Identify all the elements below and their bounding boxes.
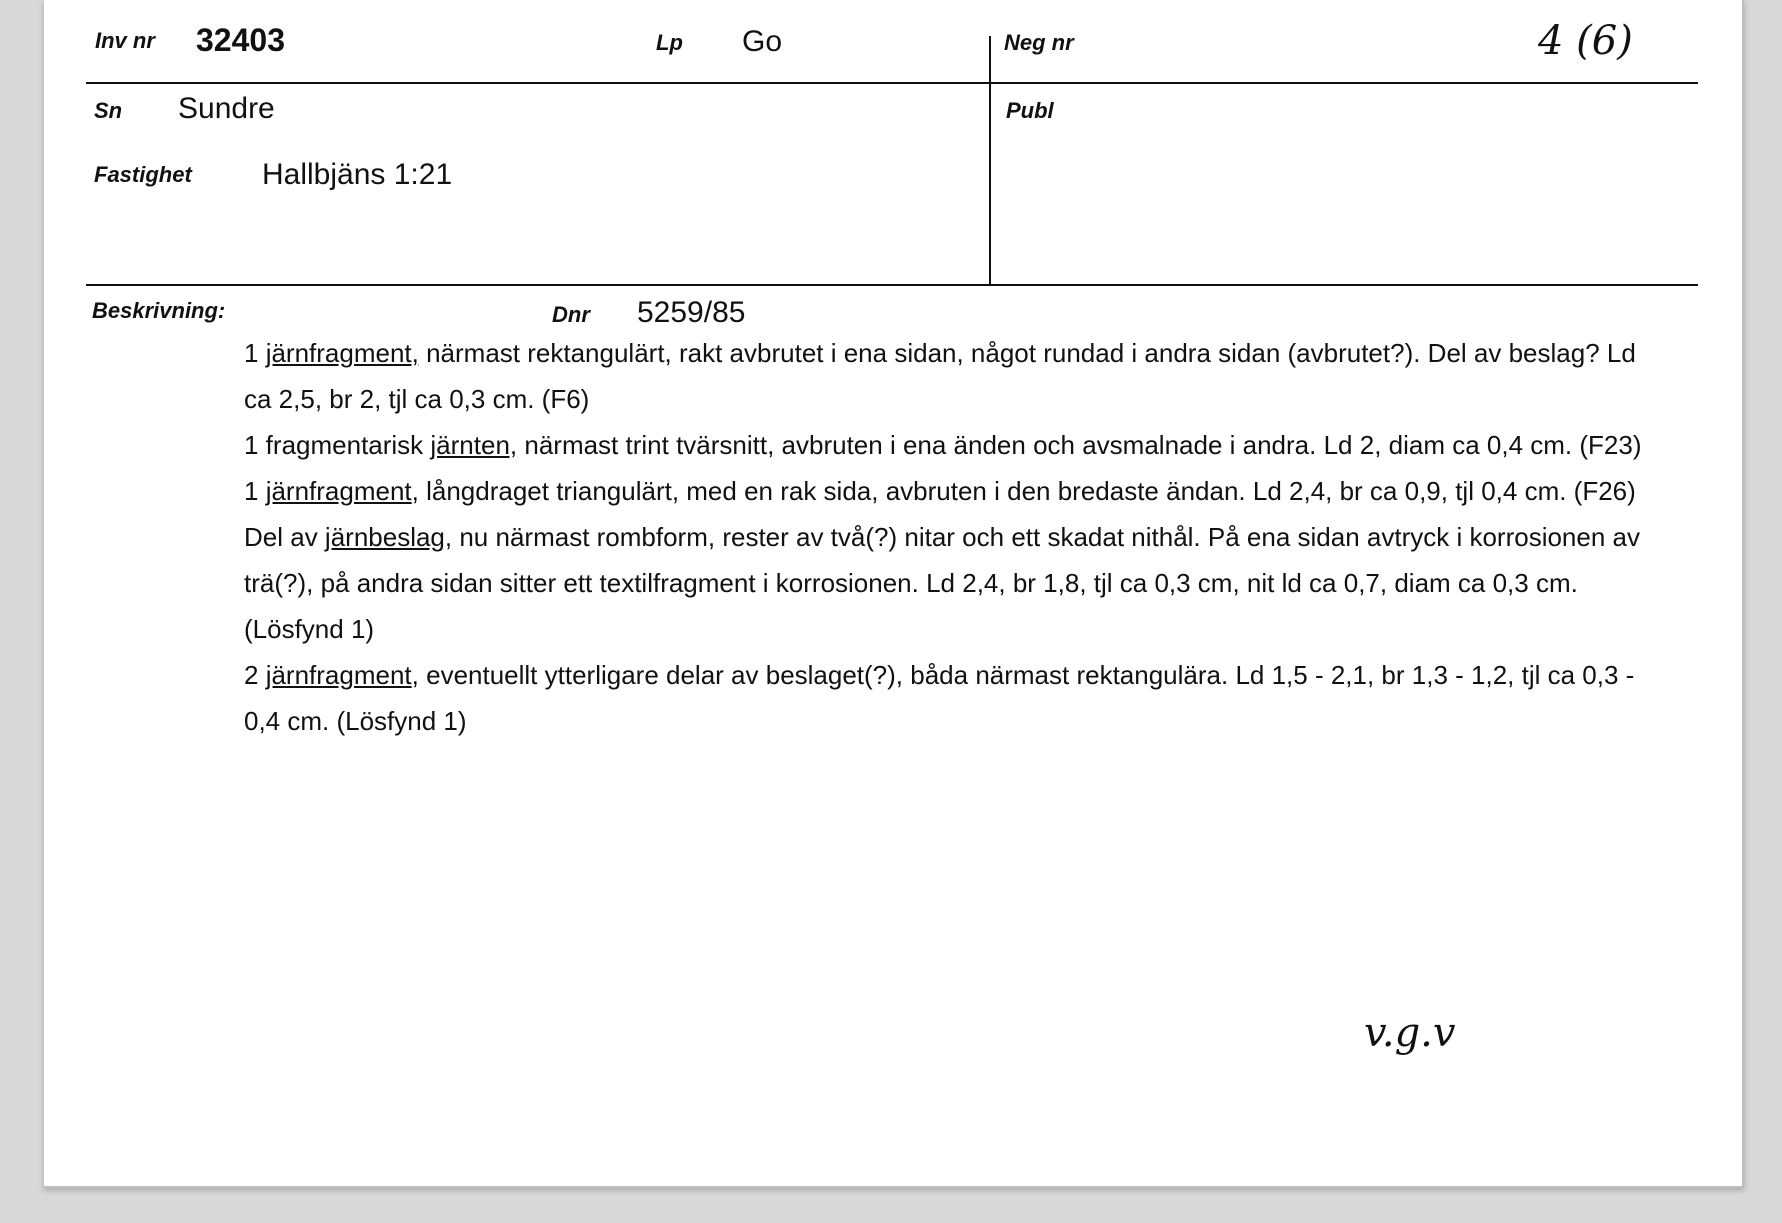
- lp-label: Lp: [656, 30, 683, 55]
- dnr-label: Dnr: [552, 302, 590, 327]
- description-entry: 2 järnfragment, eventuellt ytterligare delar av beslaget(?), båda närmast rektangulära. Ld 1,5 - 2,1, br 1,3 - 1,2, tjl ca 0,3 - 0,4 cm. (Lösfynd 1): [244, 660, 1635, 736]
- fastighet-value: Hallbjäns 1:21: [262, 158, 453, 191]
- find-term: järnten,: [430, 430, 518, 460]
- find-term: järnfragment: [265, 476, 412, 506]
- find-term: järnbeslag,: [324, 522, 453, 552]
- catalog-card: [44, 0, 1744, 1188]
- header-divider-top: [86, 82, 1698, 84]
- lp-value: Go: [742, 25, 783, 58]
- fastighet-label: Fastighet: [94, 162, 192, 187]
- find-term: järnfragment: [265, 660, 412, 690]
- description-entry: 1 järnfragment, långdraget triangulärt, med en rak sida, avbruten i den bredaste ändan. Ld 2,4, br ca 0,9, tjl 0,4 cm. (F26): [244, 476, 1636, 506]
- description-text: [244, 330, 1644, 744]
- inv-nr-label: Inv nr: [95, 28, 155, 53]
- beskrivning-label: Beskrivning:: [92, 298, 226, 323]
- neg-nr-label: Neg nr: [1004, 30, 1074, 55]
- description-entry: 1 järnfragment, närmast rektangulärt, rakt avbrutet i ena sidan, något rundad i andra sidan (avbrutet?). Del av beslag? Ld ca 2,5, br 2, tjl ca 0,3 cm. (F6): [244, 338, 1636, 414]
- header-vertical-divider: [989, 36, 991, 286]
- header-divider-bottom: [86, 284, 1698, 286]
- inv-nr-value: 32403: [196, 22, 285, 58]
- sn-value: Sundre: [178, 92, 275, 125]
- description-entry: 1 fragmentarisk järnten, närmast trint tvärsnitt, avbruten i ena änden och avsmalnade i andra. Ld 2, diam ca 0,4 cm. (F23): [244, 430, 1642, 460]
- publ-label: Publ: [1006, 98, 1054, 123]
- page-marker: 4 (6): [1538, 18, 1633, 64]
- description-entry: Del av järnbeslag, nu närmast rombform, rester av två(?) nitar och ett skadat nithål. På ena sidan avtryck i korrosionen av trä(?), på andra sidan sitter ett textilfragment i korrosionen. Ld 2,4, br 1,8, tjl ca 0,3 cm, nit ld ca 0,7, diam ca 0,3 cm. (Lösfynd 1): [244, 522, 1640, 644]
- handwritten-note: v.g.v: [1364, 1010, 1456, 1056]
- sn-label: Sn: [94, 98, 123, 123]
- find-term: järnfragment,: [265, 338, 419, 368]
- dnr-value: 5259/85: [637, 296, 746, 329]
